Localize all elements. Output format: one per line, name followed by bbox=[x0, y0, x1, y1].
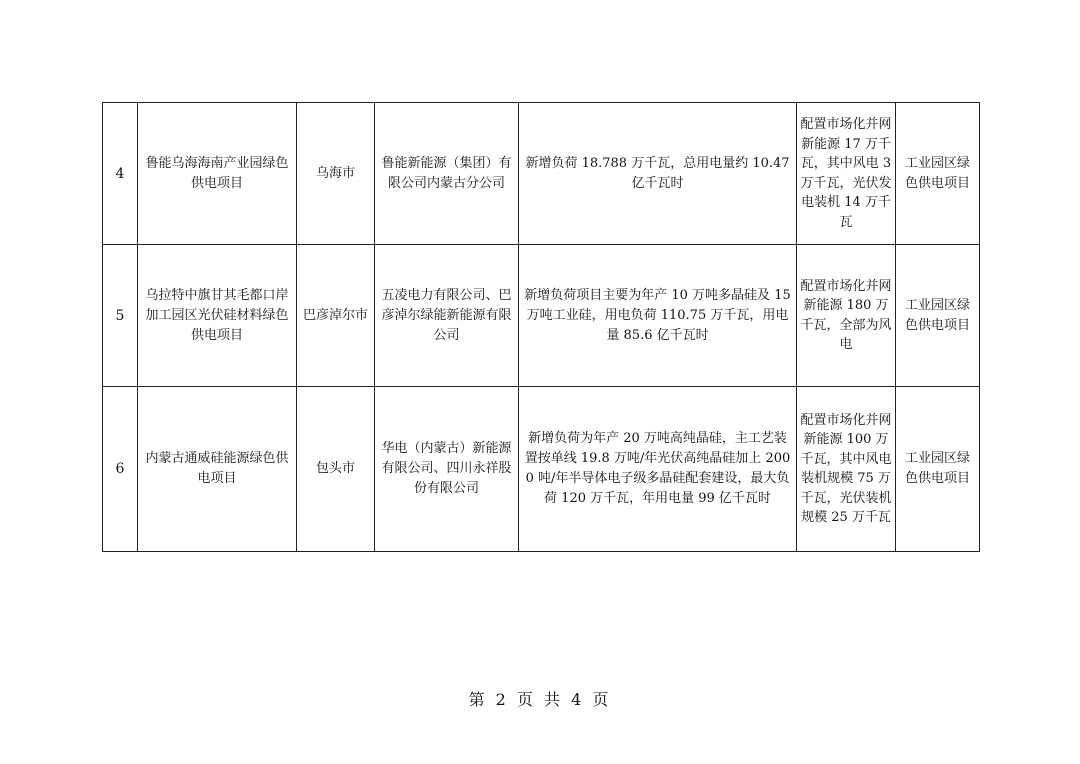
projects-table bbox=[102, 102, 980, 552]
company: 鲁能新能源（集团）有限公司内蒙古分公司 bbox=[375, 103, 519, 245]
energy-scale: 配置市场化并网新能源 180 万千瓦，全部为风电 bbox=[797, 245, 896, 387]
table-row bbox=[103, 387, 980, 552]
row-index: 4 bbox=[103, 103, 138, 245]
table-row bbox=[103, 103, 980, 245]
energy-scale: 配置市场化并网新能源 17 万千瓦，其中风电 3 万千瓦，光伏发电装机 14 万千瓦 bbox=[797, 103, 896, 245]
project-type: 工业园区绿色供电项目 bbox=[896, 387, 980, 552]
energy-scale: 配置市场化并网新能源 100 万千瓦，其中风电装机规模 75 万千瓦，光伏装机规模 25 万千瓦 bbox=[797, 387, 896, 552]
row-index: 5 bbox=[103, 245, 138, 387]
table-row bbox=[103, 245, 980, 387]
project-name: 内蒙古通威硅能源绿色供电项目 bbox=[138, 387, 297, 552]
row-index: 6 bbox=[103, 387, 138, 552]
load-description: 新增负荷为年产 20 万吨高纯晶硅，主工艺装置按单线 19.8 万吨/年光伏高纯晶硅加上 2000 吨/年半导体电子级多晶硅配套建设，最大负荷 120 万千瓦，年用电量 99 亿千瓦时 bbox=[519, 387, 797, 552]
city: 包头市 bbox=[297, 387, 375, 552]
company: 五凌电力有限公司、巴彦淖尔绿能新能源有限公司 bbox=[375, 245, 519, 387]
city: 巴彦淖尔市 bbox=[297, 245, 375, 387]
load-description: 新增负荷项目主要为年产 10 万吨多晶硅及 15 万吨工业硅，用电负荷 110.75 万千瓦，用电量 85.6 亿千瓦时 bbox=[519, 245, 797, 387]
load-description: 新增负荷 18.788 万千瓦，总用电量约 10.47 亿千瓦时 bbox=[519, 103, 797, 245]
project-name: 鲁能乌海海南产业园绿色供电项目 bbox=[138, 103, 297, 245]
company: 华电（内蒙古）新能源有限公司、四川永祥股份有限公司 bbox=[375, 387, 519, 552]
project-type: 工业园区绿色供电项目 bbox=[896, 245, 980, 387]
project-type: 工业园区绿色供电项目 bbox=[896, 103, 980, 245]
page-number: 第 2 页 共 4 页 bbox=[468, 690, 612, 709]
city: 乌海市 bbox=[297, 103, 375, 245]
project-name: 乌拉特中旗甘其毛都口岸加工园区光伏硅材料绿色供电项目 bbox=[138, 245, 297, 387]
